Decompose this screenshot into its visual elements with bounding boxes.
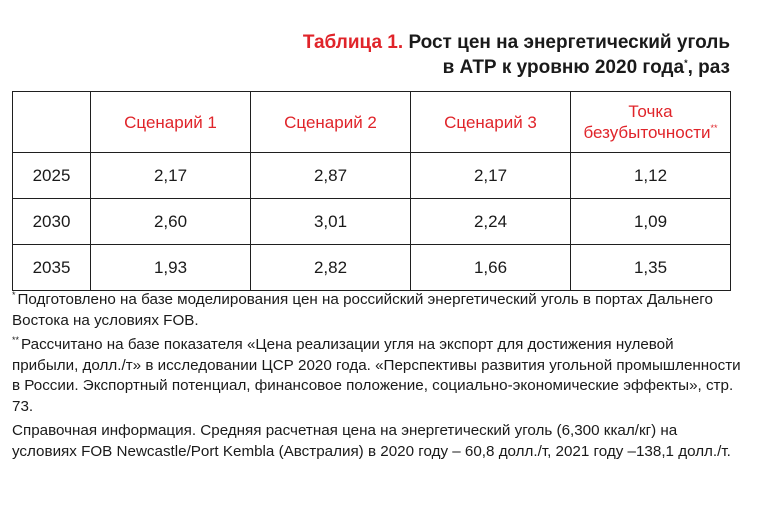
title-text-line-1: Рост цен на энергетический уголь [408,32,730,53]
table-row [13,153,731,199]
title-suffix: , раз [687,57,730,78]
header-scenario-2: Сценарий 2 [251,92,411,153]
table-label: Таблица 1. [302,32,404,53]
title-line-2 [303,55,730,80]
footnote-1-mark: * [12,290,16,300]
title-line-1 [303,30,730,55]
cell-scenario-1: 1,93 [91,245,251,291]
cell-scenario-3: 2,24 [411,199,571,245]
cell-breakeven: 1,09 [571,199,731,245]
cell-scenario-2: 3,01 [251,199,411,245]
row-year: 2025 [13,153,91,199]
cell-scenario-1: 2,17 [91,153,251,199]
cell-breakeven: 1,35 [571,245,731,291]
row-year: 2030 [13,199,91,245]
footnotes [12,290,742,462]
header-breakeven-label: Точка безубыточности [583,102,711,142]
cell-scenario-2: 2,82 [251,245,411,291]
table-row [13,245,731,291]
table-header-row [13,92,731,153]
title-text-line-2: в АТР к уровню 2020 года [442,57,685,78]
cell-scenario-3: 2,17 [411,153,571,199]
footnote-2-text: Рассчитано на базе показателя «Цена реализации угля на экспорт для достижения нулевой прибыли, долл./т» в исследовании ЦСР 2020 года. «Перспективы развития угольной промышленности в России. Экспортный потенциал, финансовое положение, социально-экономические эффекты», стр. 73. [12,336,741,415]
reference-note: Справочная информация. Средняя расчетная цена на энергетический уголь (6,300 ккал/кг) на условиях FOB Newcastle/Port Kembla (Австралия) в 2020 году – 60,8 долл./т, 2021 году –138,1 долл./т. [12,422,731,460]
row-year: 2035 [13,245,91,291]
header-breakeven [571,92,731,153]
title-footnote-mark: * [684,58,688,68]
price-growth-table [12,91,731,291]
table-title [303,30,730,80]
table-row [13,199,731,245]
footnote-2 [12,335,742,417]
footnote-1-text: Подготовлено на базе моделирования цен на российский энергетический уголь в портах Дальнего Востока на условиях FOB. [12,291,713,329]
cell-scenario-2: 2,87 [251,153,411,199]
header-footnote-mark: ** [710,123,718,133]
footnote-1 [12,290,742,331]
header-scenario-3: Сценарий 3 [411,92,571,153]
cell-scenario-3: 1,66 [411,245,571,291]
header-scenario-1: Сценарий 1 [91,92,251,153]
footnote-2-mark: ** [12,335,20,345]
cell-scenario-1: 2,60 [91,199,251,245]
cell-breakeven: 1,12 [571,153,731,199]
header-year [13,92,91,153]
